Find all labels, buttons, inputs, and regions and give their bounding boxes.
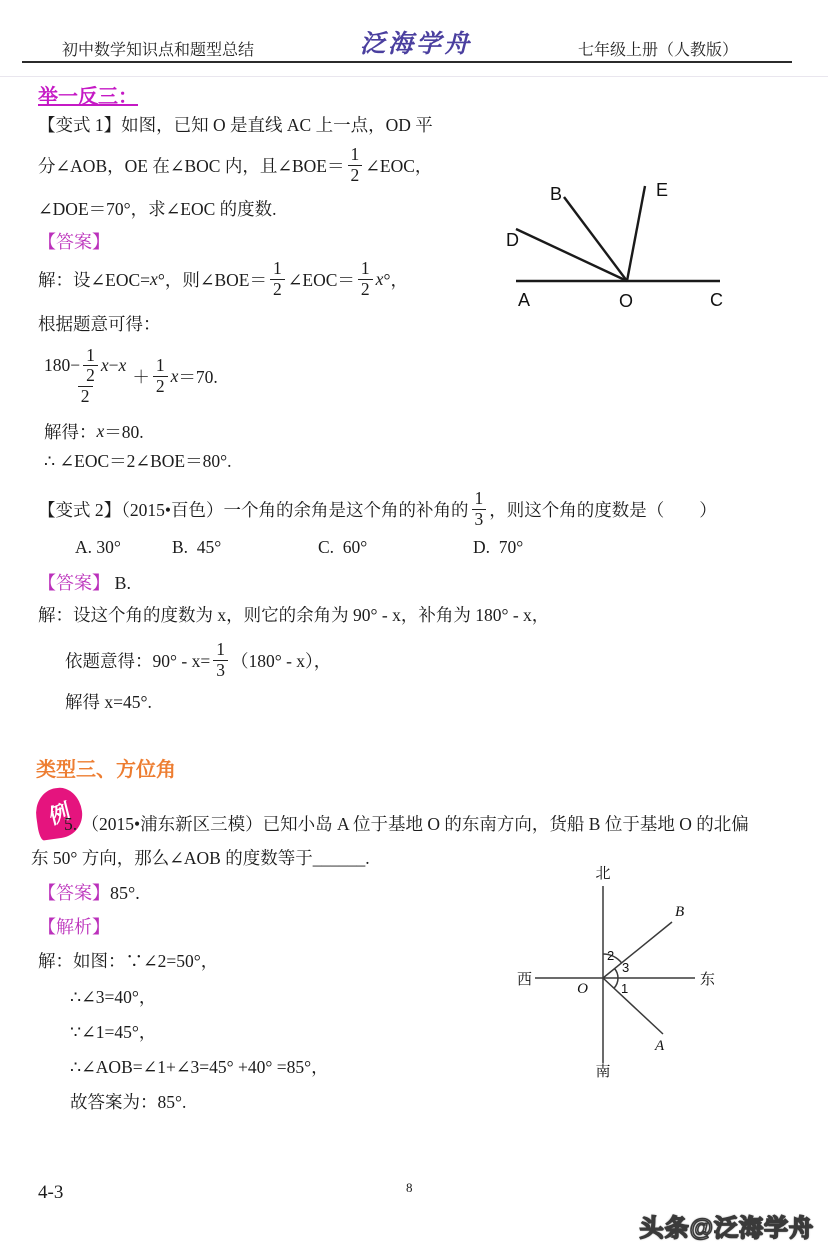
variant1-solution-line1: 解：设∠EOC= x °，则∠BOE＝ $\frac{1}{2}$ ∠EOC＝ $\frac{1}{2}$ x °， (38, 257, 408, 299)
variant1-solution-line2: 根据题意可得： (38, 314, 161, 334)
problem5-solution-line4: ∴∠AOB=∠1+∠3=45° +40° =85°， (70, 1057, 329, 1077)
label-east: 东 (700, 972, 716, 988)
ray-OA-bearing (603, 978, 663, 1034)
variant2-solution-line3: 解得 x=45°. (65, 692, 152, 712)
problem5-solution-line5: 故答案为：85°. (70, 1092, 187, 1112)
variant1-solution-line4: ∴ ∠EOC＝2∠BOE＝80°. (44, 451, 232, 471)
variant1-stem-line1: 【变式 1】如图，已知 O 是直线 AC 上一点，OD 平 (38, 115, 433, 135)
header-right-title: 七年级上册（人教版） (577, 42, 738, 59)
label-O: O (619, 291, 634, 311)
problem5-answer-row (38, 879, 140, 905)
footer-page-number: 8 (406, 1180, 413, 1195)
label-south: 南 (595, 1064, 611, 1080)
choice-c: C. 60° (318, 537, 368, 557)
header-rule-light (0, 76, 828, 77)
fraction: $\frac{1}{2}$ (348, 145, 363, 185)
problem5-solution-line2: ∴∠3=40°， (70, 987, 157, 1007)
label-north: 北 (595, 866, 611, 882)
fraction: $\frac{1}{2}$ (153, 356, 168, 396)
problem5-solution-line1: 解：如图：∵∠2=50°， (38, 951, 219, 971)
label-angle-1: 1 (621, 981, 629, 996)
label-angle-2: 2 (607, 948, 615, 963)
page-header (62, 30, 738, 60)
header-left-title: 初中数学知识点和题型总结 (62, 42, 255, 59)
fraction: $\frac{1}{2}$ (270, 259, 285, 299)
watermark-toutiao: 头条@泛海学舟 (639, 1215, 814, 1242)
label-C: C (710, 290, 723, 310)
arc-angle-3 (615, 969, 618, 978)
label-origin-O: O (577, 981, 588, 997)
fraction: $\frac{1}{2}$ (83, 346, 98, 386)
example-badge-text: 例 (46, 799, 72, 830)
figure-angles-on-line (498, 172, 730, 314)
label-point-A: A (655, 1038, 665, 1054)
problem5-answer: 85°. (110, 883, 140, 903)
choice-b: B. 45° (172, 537, 222, 557)
figure-compass-bearing (503, 860, 738, 1088)
footer-section-number: 4-3 (38, 1182, 64, 1203)
ray-OE (627, 186, 645, 281)
variant2-solution-line1: 解：设这个角的度数为 x，则它的余角为 90° - x，补角为 180° - x， (38, 605, 550, 625)
problem5-stem-line1: 5. （2015•浦东新区三模）已知小岛 A 位于基地 O 的东南方向，货船 B 位于基地 O 的北偏 (64, 814, 749, 834)
header-rule (22, 61, 792, 63)
answer-label-variant1: 【答案】 (38, 232, 110, 252)
variant2-stem: 【变式 2】（2015•百色）一个角的余角是这个角的补角的 $\frac{1}{3}$ ，则这个角的度数是（ ） (38, 487, 717, 529)
label-west: 西 (517, 972, 533, 988)
problem5-solution-line3: ∵∠1=45°， (70, 1022, 157, 1042)
choice-d: D. 70° (473, 537, 524, 557)
brand-logo-text: 泛海学舟 (359, 31, 472, 58)
ray-OB (564, 197, 627, 281)
answer-label-problem5: 【答案】 (38, 883, 110, 903)
label-angle-3: 3 (622, 960, 630, 975)
label-D: D (506, 230, 519, 250)
variant1-solution-line3: 解得： x ＝80. (44, 420, 144, 442)
variant2-solution-line2: 依题意得：90° - x= $\frac{1}{3}$ （180° - x）， (65, 638, 332, 680)
variant1-stem-line2: 分∠AOB，OE 在∠BOC 内，且∠BOE＝ $\frac{1}{2}$ ∠EOC， (38, 143, 433, 185)
section-heading-practice: 举一反三： (38, 86, 138, 108)
problem5-stem-line2: 东 50° 方向，那么∠AOB 的度数等于______. (31, 848, 370, 868)
variant2-answer: B. (110, 573, 132, 593)
section-heading-bearing: 类型三、方位角 (36, 759, 176, 781)
fraction: $\frac{1}{3}$ (213, 640, 228, 680)
label-A: A (518, 290, 531, 310)
variant1-stem-line3: ∠DOE＝70°，求∠EOC 的度数. (38, 199, 277, 219)
fraction: $\frac{1}{2}$ (358, 259, 373, 299)
fraction: 180− $\frac{1}{2}$ x − x 2 (44, 344, 127, 406)
fraction: $\frac{1}{3}$ (472, 489, 487, 529)
arc-angle-1 (614, 978, 618, 988)
label-E: E (656, 180, 669, 200)
answer-label-variant2: 【答案】 (38, 573, 110, 593)
ray-OD (516, 229, 627, 281)
label-point-B: B (675, 904, 685, 920)
variant2-answer-row (38, 569, 131, 595)
variant1-equation: 180− $\frac{1}{2}$ x − x 2 ＋ $\frac{1}{2}$ x ＝70. (38, 339, 218, 413)
label-B: B (550, 184, 563, 204)
choice-a: A. 30° (75, 537, 121, 557)
analysis-label: 【解析】 (38, 917, 110, 937)
